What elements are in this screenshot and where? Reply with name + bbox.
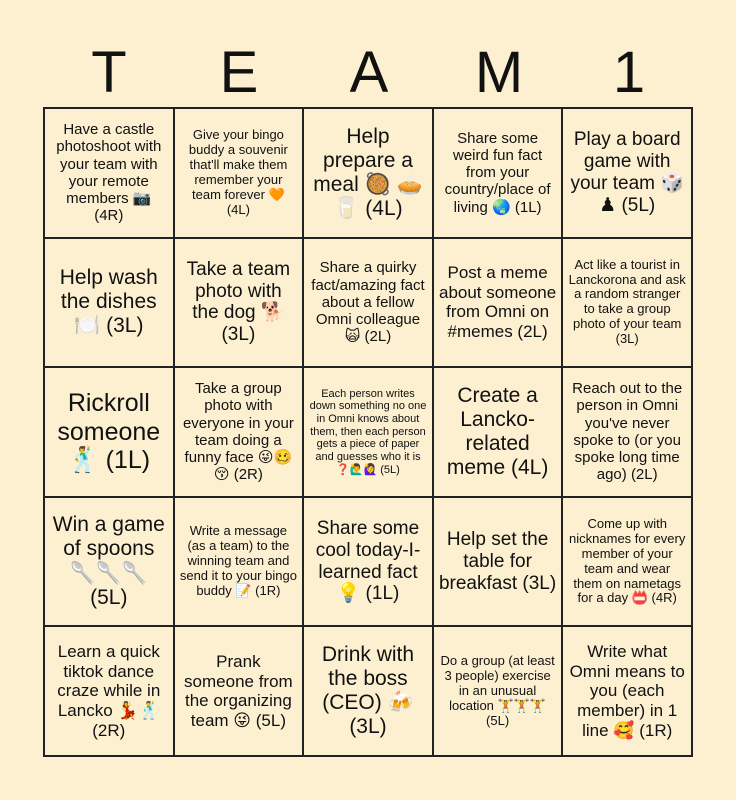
bingo-cell[interactable]: Come up with nicknames for every member of your team and wear them on nametags for a day 📛 (4R) <box>562 497 692 627</box>
title-letter: A <box>349 40 389 105</box>
bingo-cell[interactable]: Help prepare a meal 🥘 🥧🥛 (4L) <box>303 108 433 238</box>
title-letter: E <box>219 40 259 105</box>
bingo-cell[interactable]: Learn a quick tiktok dance craze while in Lancko 💃🕺 (2R) <box>44 626 174 756</box>
bingo-cell[interactable]: Take a group photo with everyone in your team doing a funny face 😜🥴😚 (2R) <box>174 367 304 497</box>
bingo-cell[interactable]: Share some weird fun fact from your country/place of living 🌏 (1L) <box>433 108 563 238</box>
bingo-cell[interactable]: Rickroll someone 🕺 (1L) <box>44 367 174 497</box>
bingo-cell[interactable]: Give your bingo buddy a souvenir that'll make them remember your team forever 🧡 (4L) <box>174 108 304 238</box>
bingo-cell[interactable]: Win a game of spoons 🥄🥄🥄 (5L) <box>44 497 174 627</box>
bingo-cell[interactable]: Create a Lancko-related meme (4L) <box>433 367 563 497</box>
bingo-cell[interactable]: Drink with the boss (CEO) 🍻 (3L) <box>303 626 433 756</box>
bingo-cell[interactable]: Prank someone from the organizing team 😜 (5L) <box>174 626 304 756</box>
bingo-cell[interactable]: Reach out to the person in Omni you've never spoke to (or you spoke long time ago) (2L) <box>562 367 692 497</box>
bingo-title <box>44 40 694 106</box>
bingo-cell[interactable]: Each person writes down something no one in Omni knows about them, then each person gets a piece of paper and guesses who it is ❓🙋‍♂️🙋‍♀️ (5L) <box>303 367 433 497</box>
bingo-cell[interactable]: Play a board game with your team 🎲♟ (5L) <box>562 108 692 238</box>
bingo-cell[interactable]: Help set the table for breakfast (3L) <box>433 497 563 627</box>
bingo-grid <box>43 107 693 757</box>
title-letter: T <box>91 40 127 105</box>
bingo-cell[interactable]: Act like a tourist in Lanckorona and ask a random stranger to take a group photo of your team (3L) <box>562 238 692 368</box>
title-letter: M <box>474 40 524 105</box>
bingo-cell[interactable]: Have a castle photoshoot with your team with your remote members 📷 (4R) <box>44 108 174 238</box>
bingo-cell[interactable]: Take a team photo with the dog 🐕 (3L) <box>174 238 304 368</box>
bingo-cell[interactable]: Write what Omni means to you (each member) in 1 line 🥰 (1R) <box>562 626 692 756</box>
bingo-cell[interactable]: Post a meme about someone from Omni on #memes (2L) <box>433 238 563 368</box>
title-letter: 1 <box>612 40 646 105</box>
bingo-cell[interactable]: Help wash the dishes 🍽️ (3L) <box>44 238 174 368</box>
bingo-cell[interactable]: Share some cool today-I-learned fact 💡 (1L) <box>303 497 433 627</box>
bingo-cell[interactable]: Write a message (as a team) to the winning team and send it to your bingo buddy 📝 (1R) <box>174 497 304 627</box>
bingo-cell[interactable]: Share a quirky fact/amazing fact about a fellow Omni colleague 🙀 (2L) <box>303 238 433 368</box>
bingo-cell[interactable]: Do a group (at least 3 people) exercise in an unusual location 🏋️🏋️🏋️ (5L) <box>433 626 563 756</box>
